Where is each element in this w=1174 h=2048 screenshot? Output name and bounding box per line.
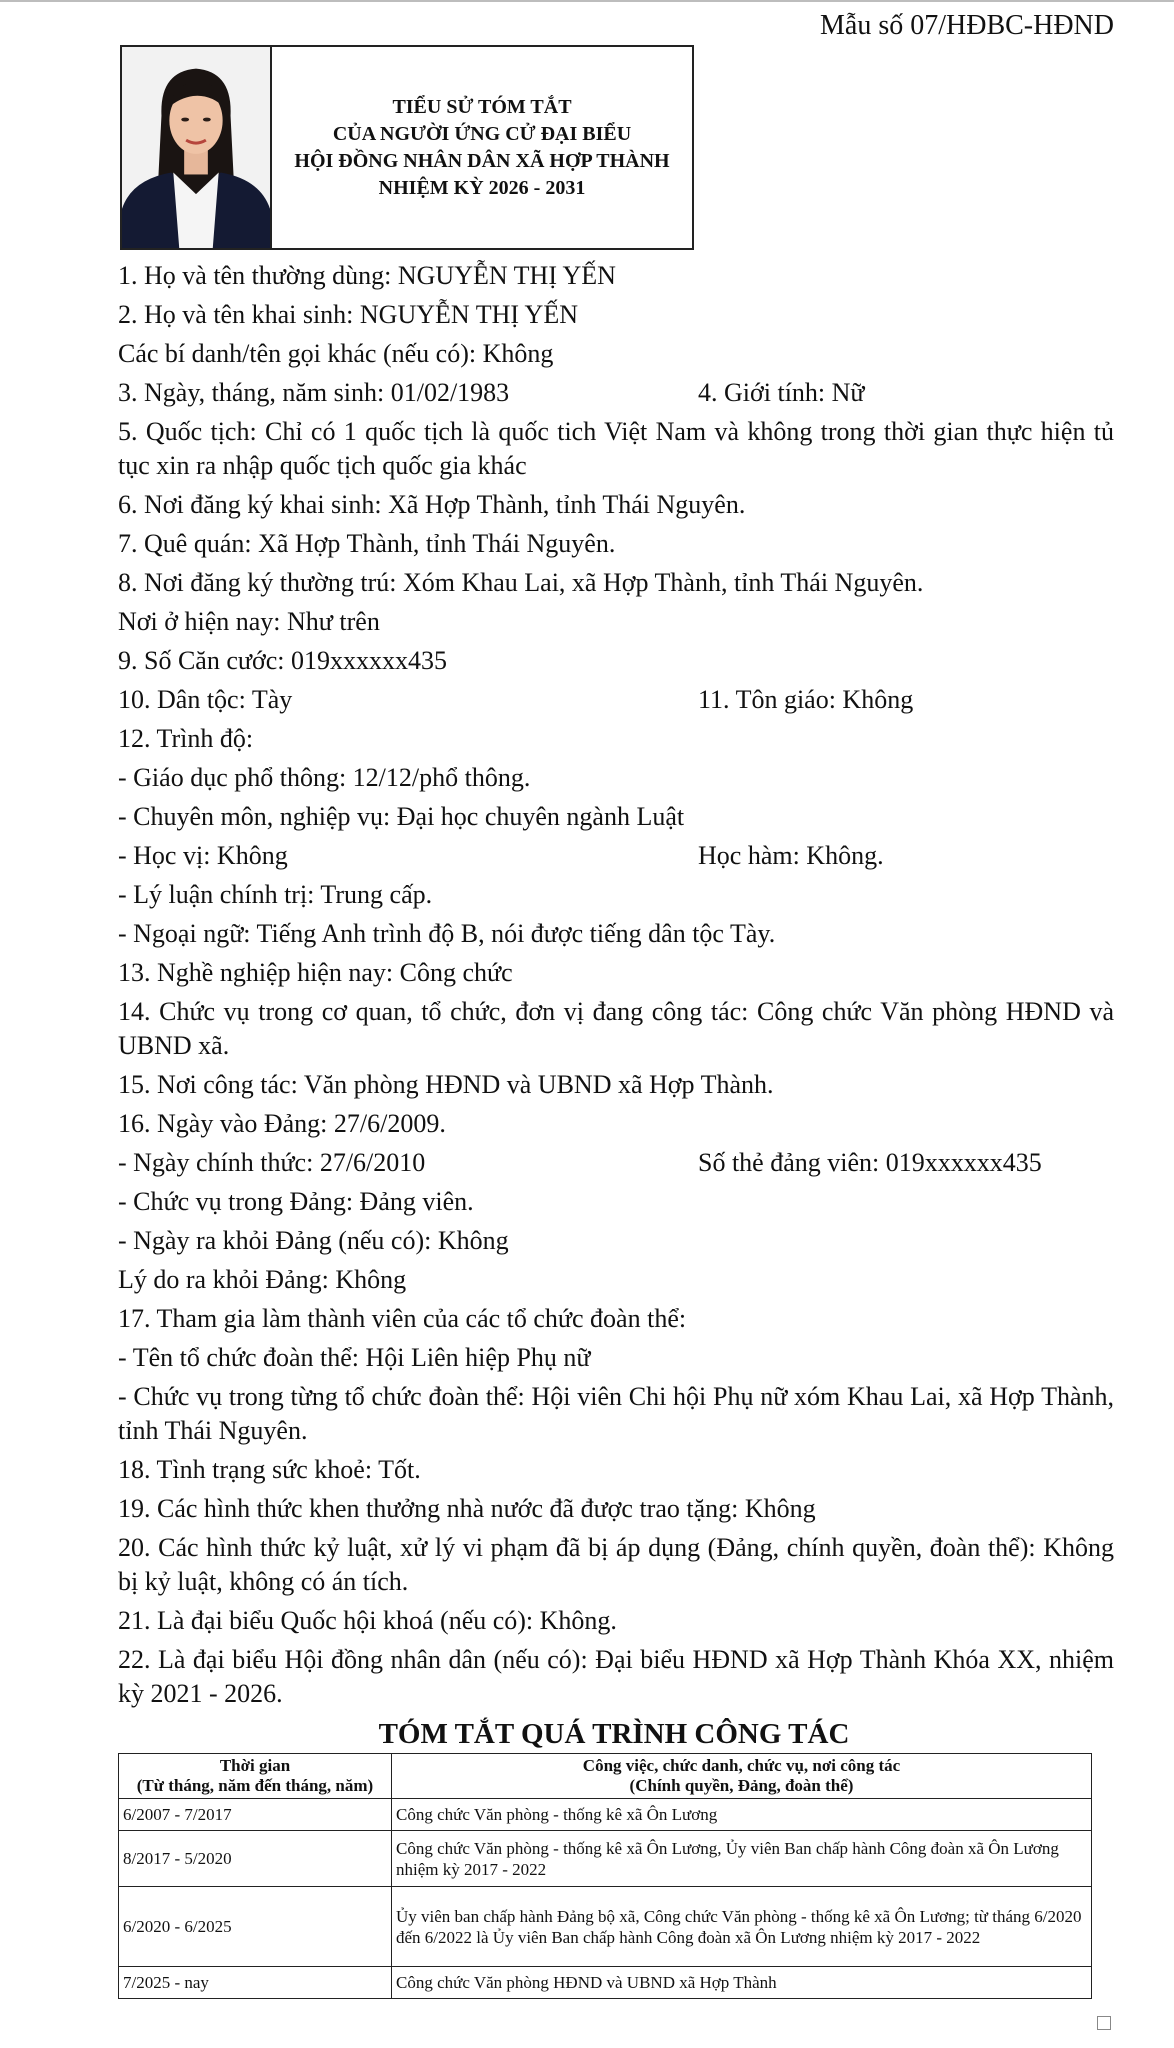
field-organizations: 17. Tham gia làm thành viên của các tổ chức đoàn thể: — [118, 1304, 687, 1333]
title-line: TIỂU SỬ TÓM TẮT — [392, 95, 572, 118]
cell-work: Công chức Văn phòng - thống kê xã Ôn Lương, Ủy viên Ban chấp hành Công đoàn xã Ôn Lương nhiệm kỳ 2017 - 2022 — [392, 1831, 1092, 1887]
title-line: CỦA NGƯỜI ỨNG CỬ ĐẠI BIỂU — [332, 122, 632, 145]
field-national-assembly: 21. Là đại biểu Quốc hội khoá (nếu có): Không. — [118, 1606, 617, 1635]
portrait-icon — [122, 47, 270, 248]
header-line: (Từ tháng, năm đến tháng, năm) — [136, 1776, 374, 1795]
field-permanent-residence: 8. Nơi đăng ký thường trú: Xóm Khau Lai, xã Hợp Thành, tỉnh Thái Nguyên. — [118, 568, 924, 597]
field-alias: Các bí danh/tên gọi khác (nếu có): Không — [118, 339, 554, 368]
field-party-official-date: - Ngày chính thức: 27/6/2010 — [118, 1148, 426, 1177]
field-birth-date: 3. Ngày, tháng, năm sinh: 01/02/1983 — [118, 378, 510, 407]
field-birth-name: 2. Họ và tên khai sinh: NGUYỄN THỊ YẾN — [118, 300, 578, 329]
top-border — [0, 0, 1174, 2]
row-degree-title — [118, 836, 1114, 875]
form-code: Mẫu số 07/HĐBC-HĐND — [820, 10, 1114, 41]
header-line: Công việc, chức danh, chức vụ, nơi công tác — [582, 1756, 901, 1775]
field-gender: 4. Giới tính: Nữ — [698, 378, 865, 407]
corner-checkbox-icon — [1097, 2016, 1111, 2030]
field-position: 14. Chức vụ trong cơ quan, tổ chức, đơn vị đang công tác: Công chức Văn phòng HĐND và UBND xã. — [118, 997, 1114, 1060]
cell-work: Ủy viên ban chấp hành Đảng bộ xã, Công chức Văn phòng - thống kê xã Ôn Lương; từ tháng 6/2020 đến 6/2022 là Ủy viên Ban chấp hành Công đoàn xã Ôn Lương nhiệm kỳ 2017 - 2022 — [392, 1887, 1092, 1967]
field-languages: - Ngoại ngữ: Tiếng Anh trình độ B, nói được tiếng dân tộc Tày. — [118, 919, 776, 948]
header-line: Thời gian — [219, 1756, 291, 1775]
title-line: HỘI ĐỒNG NHÂN DÂN XÃ HỢP THÀNH — [294, 149, 670, 172]
table-header-row — [119, 1754, 1092, 1799]
field-discipline: 20. Các hình thức kỷ luật, xử lý vi phạm đã bị áp dụng (Đảng, chính quyền, đoàn thể): Không bị kỷ luật, không có án tích. — [118, 1533, 1114, 1596]
field-party-card: Số thẻ đảng viên: 019xxxxxx435 — [698, 1148, 1042, 1177]
portrait-photo — [122, 47, 272, 248]
field-party-leave-reason: Lý do ra khỏi Đảng: Không — [118, 1265, 407, 1294]
field-health: 18. Tình trạng sức khoẻ: Tốt. — [118, 1455, 421, 1484]
field-professional-education: - Chuyên môn, nghiệp vụ: Đại học chuyên ngành Luật — [118, 802, 685, 831]
title-line: NHIỆM KỲ 2026 - 2031 — [378, 176, 586, 199]
document-title — [272, 47, 692, 248]
field-id-number: 9. Số Căn cước: 019xxxxxx435 — [118, 646, 447, 675]
field-academic-title: Học hàm: Không. — [698, 841, 884, 870]
row-birth-gender — [118, 373, 1114, 412]
header-line: (Chính quyền, Đảng, đoàn thể) — [629, 1776, 854, 1795]
field-political-theory: - Lý luận chính trị: Trung cấp. — [118, 880, 433, 909]
field-ethnicity: 10. Dân tộc: Tày — [118, 685, 293, 714]
table-row — [119, 1887, 1092, 1967]
field-hometown: 7. Quê quán: Xã Hợp Thành, tỉnh Thái Nguyên. — [118, 529, 616, 558]
field-occupation: 13. Nghề nghiệp hiện nay: Công chức — [118, 958, 513, 987]
biography-content — [118, 256, 1114, 1999]
cell-work: Công chức Văn phòng HĐND và UBND xã Hợp Thành — [392, 1967, 1092, 1999]
field-birth-registration: 6. Nơi đăng ký khai sinh: Xã Hợp Thành, tỉnh Thái Nguyên. — [118, 490, 746, 519]
column-header-work — [392, 1754, 1092, 1799]
field-religion: 11. Tôn giáo: Không — [698, 685, 914, 714]
field-general-education: - Giáo dục phổ thông: 12/12/phổ thông. — [118, 763, 531, 792]
history-title: TÓM TẮT QUÁ TRÌNH CÔNG TÁC — [378, 1718, 850, 1750]
work-history-table — [118, 1753, 1092, 1999]
field-organization-position: - Chức vụ trong từng tổ chức đoàn thể: Hội viên Chi hội Phụ nữ xóm Khau Lai, xã Hợp Thành, tỉnh Thái Nguyên. — [118, 1382, 1114, 1445]
field-common-name: 1. Họ và tên thường dùng: NGUYỄN THỊ YẾN — [118, 261, 616, 290]
header-box — [120, 45, 694, 250]
field-education-heading: 12. Trình độ: — [118, 724, 254, 753]
field-nationality: 5. Quốc tịch: Chỉ có 1 quốc tịch là quốc tich Việt Nam và không trong thời gian thực hiện tủ tục xin ra nhập quốc tịch quốc gia khác — [118, 417, 1114, 480]
field-degree: - Học vị: Không — [118, 841, 288, 870]
column-header-period — [119, 1754, 392, 1799]
table-row — [119, 1967, 1092, 1999]
field-workplace: 15. Nơi công tác: Văn phòng HĐND và UBND xã Hợp Thành. — [118, 1070, 774, 1099]
cell-work: Công chức Văn phòng - thống kê xã Ôn Lương — [392, 1799, 1092, 1831]
field-current-residence: Nơi ở hiện nay: Như trên — [118, 607, 380, 636]
cell-period: 6/2007 - 7/2017 — [119, 1799, 392, 1831]
field-council-delegate: 22. Là đại biểu Hội đồng nhân dân (nếu có): Đại biểu HĐND xã Hợp Thành Khóa XX, nhiệm kỳ 2021 - 2026. — [118, 1645, 1114, 1708]
field-awards: 19. Các hình thức khen thưởng nhà nước đã được trao tặng: Không — [118, 1494, 816, 1523]
field-organization-name: - Tên tổ chức đoàn thể: Hội Liên hiệp Phụ nữ — [118, 1343, 591, 1372]
field-party-leave-date: - Ngày ra khỏi Đảng (nếu có): Không — [118, 1226, 509, 1255]
row-party-official — [118, 1143, 1114, 1182]
cell-period: 8/2017 - 5/2020 — [119, 1831, 392, 1887]
table-row — [119, 1799, 1092, 1831]
row-ethnicity-religion — [118, 680, 1114, 719]
table-row — [119, 1831, 1092, 1887]
cell-period: 7/2025 - nay — [119, 1967, 392, 1999]
field-party-join-date: 16. Ngày vào Đảng: 27/6/2009. — [118, 1109, 446, 1138]
cell-period: 6/2020 - 6/2025 — [119, 1887, 392, 1967]
field-party-position: - Chức vụ trong Đảng: Đảng viên. — [118, 1187, 474, 1216]
